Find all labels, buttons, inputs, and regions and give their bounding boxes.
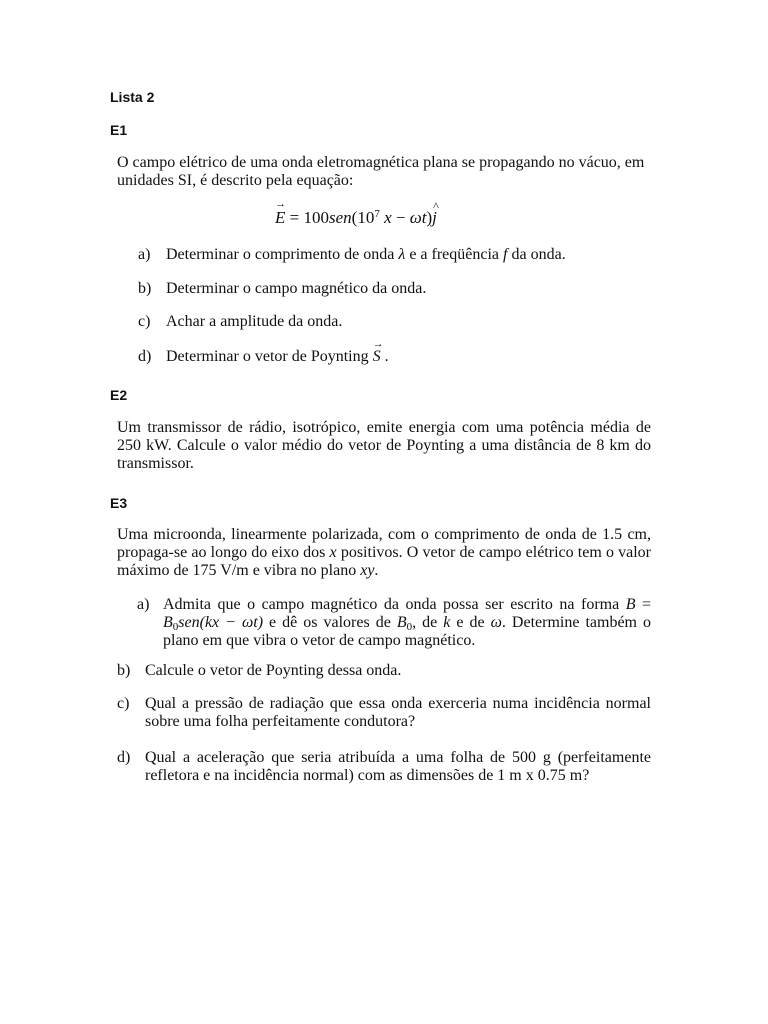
exercise-e1-item-c: c) Achar a amplitude da onda.	[138, 313, 343, 330]
exercise-e1-item-d: d) Determinar o vetor de Poynting → S .	[138, 348, 389, 366]
exercise-e3-item-b: b) Calcule o vetor de Poynting dessa onda.	[117, 662, 402, 679]
page-title: Lista 2	[110, 89, 155, 105]
vector-s-symbol: → S	[373, 348, 381, 366]
exercise-e3-intro: Uma microonda, linearmente polarizada, com o comprimento de onda de 1.5 cm, propaga-se ao longo do eixo dos x positivos. O vetor de campo elétrico tem o valor máximo de 175 V/m e vibra no plano xy.	[117, 526, 651, 579]
vector-e-symbol: → E	[275, 208, 285, 228]
unit-vector-j: ^ j	[432, 208, 437, 228]
exercise-e3-item-c: c) Qual a pressão de radiação que essa onda exerceria numa incidência normal sobre uma folha perfeitamente condutora?	[117, 695, 651, 730]
exercise-e1-item-b: b) Determinar o campo magnético da onda.	[138, 280, 427, 297]
exercise-e2-text: Um transmissor de rádio, isotrópico, emite energia com uma potência média de 250 kW. Calcule o valor médio do vetor de Poynting a uma distância de 8 km do transmissor.	[117, 419, 651, 472]
exercise-e3-heading: E3	[110, 495, 128, 511]
exercise-e2-heading: E2	[110, 387, 128, 403]
exercise-e1-intro: O campo elétrico de uma onda eletromagnética plana se propagando no vácuo, em unidades SI, é descrito pela equação:	[117, 154, 645, 189]
electric-field-equation: → $E = 100sen(10^7$ x − ωt)^ j	[275, 208, 437, 228]
exercise-e3-item-a: a) Admita que o campo magnético da onda possa ser escrito na forma $B = B_0sen(kx - \omega t)$ e dê os valores de $B_0$, de k e de ω. Determine também o plano em que vibra o vetor de campo magnético.	[137, 596, 652, 649]
exercise-e3-item-a-text: Admita que o campo magnético da onda possa ser escrito na forma $B = B_0sen(kx - \omega t)$ e dê os valores de $B_0$, de k e de ω. Determine também o plano em que vibra o vetor de campo magnético.	[163, 596, 652, 649]
exercise-e1-item-a: a) Determinar o comprimento de onda λ e a freqüência f da onda.	[138, 246, 566, 263]
exercise-e1-heading: E1	[110, 122, 128, 138]
exercise-e3-item-d: d) Qual a aceleração que seria atribuída a uma folha de 500 g (perfeitamente refletora e na incidência normal) com as dimensões de 1 m x 0.75 m?	[117, 749, 651, 784]
